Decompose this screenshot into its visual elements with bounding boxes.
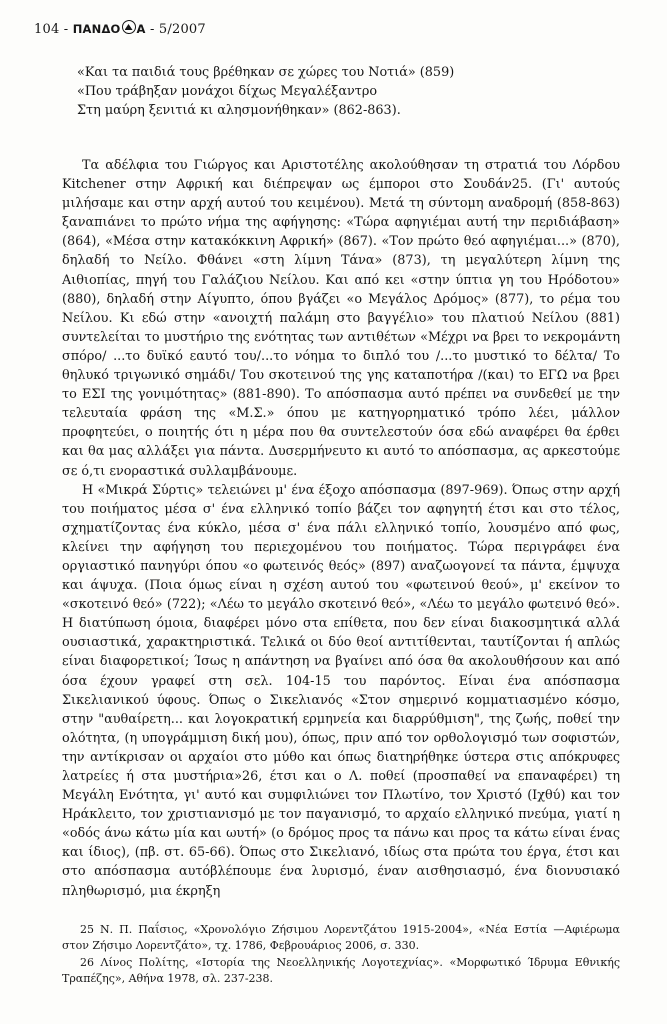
quote-line: «Και τα παιδιά τους βρέθηκαν σε χώρες του Νοτιά» (859) <box>77 65 455 80</box>
header-dash: - <box>63 22 69 37</box>
running-header <box>34 20 206 37</box>
footnotes <box>62 922 620 988</box>
footnote: 26 Λίνος Πολίτης, «Ιστορία της Νεοελληνικής Λογοτεχνίας». «Μορφωτικό Ίδρυμα Εθνικής Τραπέζης», Αθήνα 1978, σλ. 237-238. <box>62 955 620 986</box>
footnote: 25 Ν. Π. Παΐσιος, «Χρονολόγιο Ζήσιμου Λορεντζάτου 1915-2004», «Νέα Εστία —Αφιέρωμα στον Ζήσιμο Λορεντζάτο», τχ. 1786, Φεβρουάριος 2006, σ. 330. <box>62 923 620 953</box>
magazine-title: ΠΑΝΔΟ Α <box>72 22 146 36</box>
paragraph: Τα αδέλφια του Γιώργος και Αριστοτέλης ακολούθησαν τη στρατιά του Λόρδου Kitchener στην Αφρική και διέπρεψαν ως έμποροι στο Σουδάν25. (Γι' αυτούς μιλήσαμε και στην αρχή αυτού του κειμένου). Μετά τη σύντομη αναδρομή (858-863) ξαναπιάνει το πρώτο νήμα της αφήγησης: «Τώρα αφηγιέμαι αυτή την περιδιάβαση» (864), «Μέσα στην κατακόκκινη Αφρική» (867). «Τον πρώτο θεό αφηγιέμαι...» (870), δηλαδή το Νείλο. Φθάνει «στη λίμνη Τάνα» (873), τη μεγαλύτερη λίμνη της Αιθιοπίας, πηγή του Γαλάζιου Νείλου. Και από κει «στην ύπτια γη του Ηρόδοτου» (880), δηλαδή στην Αίγυπτο, όπου βγάζει «ο Μεγάλος Δρόμος» (877), το ρέμα του Νείλου. Κι εδώ στην «ανοιχτή παλάμη στο βαγγέλιο» του πλατιού Νείλου (881) συντελείται το μυστήριο της ενότητας των αντιθέτων «Μέχρι να βρει το νεκρομάντη σπόρο/ ...το δυϊκό εαυτό του/...το νόημα το διπλό του /...το μυστικό το δέλτα/ Το θηλυκό τριγωνικό σημάδι/ Του σκοτεινού της γης καταποτήρα /(και) το ΕΓΩ να βρει το ΕΣΙ της γονιμότητας» (881-890). Το απόσπασμα αυτό πρέπει να συνδεθεί με την τελευταία φράση της «Μ.Σ.» όπου με κατηγορηματικό τρόπο λέει, μάλλον προφητεύει, ο ποιητής ότι η μέρα που θα συντελεστούν όσα εδώ αναφέρει θα έρθει και θα μας αλλάξει για πάντα. Δυσερμήνευτο κι αυτό το απόσπασμα, ας αρκεστούμε σε ό,τι ενοραστικά συλλαμβάνουμε. <box>62 158 620 479</box>
quote-line: Στη μαύρη ξενιτιά κι αλησμονήθηκαν» (862-863). <box>77 103 401 118</box>
article-body <box>62 156 620 901</box>
page-number: 104 <box>34 22 60 37</box>
poem-quotation <box>77 63 597 120</box>
paragraph: Η «Μικρά Σύρτις» τελειώνει μ' ένα έξοχο απόσπασμα (897-969). Όπως στην αρχή του ποιήματος μέσα σ' ένα ελληνικό τοπίο βάζει τον αφηγητή έτσι και στο τέλος, σχηματίζοντας ένα κύκλο, μέσα σ' ένα πάλι ελληνικό τοπίο, λουσμένο από φως, κλείνει την αφήγηση του περιεχομένου του ποιήματος. Τώρα περιγράφει ένα οργιαστικό πανηγύρι όπου «ο φωτεινός θεός» (897) αναζωογονεί τα πάντα, έμψυχα και άψυχα. (Ποια όμως είναι η σχέση αυτού του «φωτεινού θεού», μ' εκείνον το «σκοτεινό θεό» (722); «Λέω το μεγάλο σκοτεινό θεό», «Λέω το μεγάλο φωτεινό θεό». Η διατύπωση όμοια, διαφέρει μόνο στα επίθετα, που δεν είναι διακοσμητικά αλλά ουσιαστικά, χαρακτηριστικά. Τελικά οι δύο θεοί αντιτίθενται, ταυτίζονται ή απλώς είναι διαφορετικοί; Ίσως η απάντηση να βγαίνει από όσα θα ακολουθήσουν και από όσα έχουν γραφεί στη σελ. 104-15 του παρόντος. Είναι ένα απόσπασμα Σικελιανικού ύφους. Όπως ο Σικελιανός «Στον σημερινό κομματιασμένο κόσμο, στην "αυθαίρετη... και λογοκρατική ερμηνεία και διαρρύθμιση", της ζωής, ποθεί την ολότητα, (η υπογράμμιση δική μου), όπως, πριν από τον ορθολογισμό των σοφιστών, την αντίκρισαν οι αρχαίοι στο μύθο και όπως διατηρήθηκε ύστερα στις απόκρυφες λατρείες ή στα μυστήρια»26, έτσι και ο Λ. ποθεί (προσπαθεί να επαναφέρει) τη Μεγάλη Ενότητα, γι' αυτό και συμφιλιώνει τον Πλωτίνο, τον Χριστό (Ιχθύ) και τον Ηράκλειτο, τον χριστιανισμό με τον παγανισμό, το αρχαίο ελληνικό πνεύμα, γιατί η «οδός άνω κάτω μία και ωυτή» (ο δρόμος προς τα πάνω και προς τα κάτω είναι ένας και ίδιος), (πβ. στ. 65-66). Όπως στο Σικελιανό, ιδίως στα πρώτα του έργα, έτσι και στο απόσπασμα αυτόβλέπουμε ένα λυρισμό, έναν αισθησιασμό, ένα διονυσιακό πληθωρισμό, μια έκρηξη <box>62 482 620 899</box>
header-dash: - <box>149 22 155 37</box>
quote-line: «Που τράβηξαν μονάχοι δίχως Μεγαλέξαντρο <box>77 84 378 99</box>
pandora-logo-icon <box>122 20 136 34</box>
issue-number: 5/2007 <box>158 22 206 37</box>
